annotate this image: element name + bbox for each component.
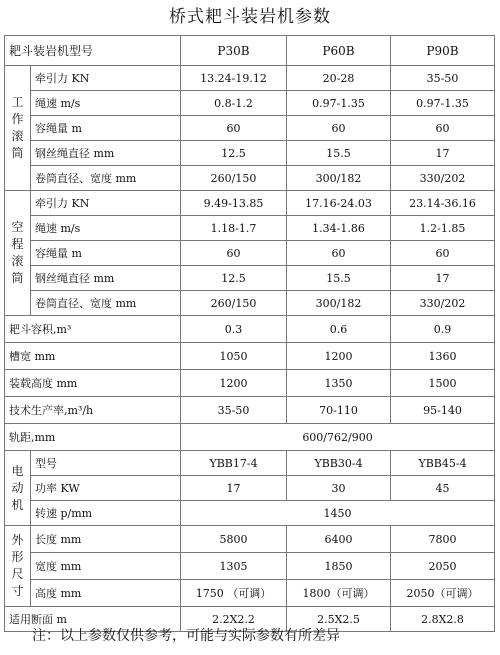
cell: 1450 bbox=[181, 501, 495, 526]
table-row bbox=[5, 291, 495, 316]
cell: 45 bbox=[391, 476, 495, 501]
cell: 60 bbox=[181, 116, 287, 141]
cell: 23.14-36.16 bbox=[391, 191, 495, 216]
table-row bbox=[5, 451, 495, 476]
cell: 17 bbox=[391, 266, 495, 291]
table-row bbox=[5, 316, 495, 343]
cell: 17 bbox=[391, 141, 495, 166]
dimensions-group: 外 形 尺 寸 bbox=[5, 526, 31, 607]
spec-table bbox=[4, 35, 495, 632]
cell: 20-28 bbox=[287, 66, 391, 91]
work-drum-group: 工 作 滚 筒 bbox=[5, 66, 31, 191]
table-row bbox=[5, 397, 495, 424]
page-title: 桥式耙斗装岩机参数 bbox=[169, 7, 331, 27]
cell: 17 bbox=[181, 476, 287, 501]
cell: 260/150 bbox=[181, 291, 287, 316]
table-row bbox=[5, 424, 495, 451]
row-label: 卷筒直径、宽度 mm bbox=[31, 166, 181, 191]
empty-drum-group: 空 程 滚 筒 bbox=[5, 191, 31, 316]
cell: 0.6 bbox=[287, 316, 391, 343]
cell: 60 bbox=[287, 116, 391, 141]
row-label: 长度 mm bbox=[31, 526, 181, 553]
table-row bbox=[5, 241, 495, 266]
cell: 12.5 bbox=[181, 266, 287, 291]
cell: 70-110 bbox=[287, 397, 391, 424]
cell: YBB30-4 bbox=[287, 451, 391, 476]
cell: 1200 bbox=[287, 343, 391, 370]
row-label: 槽宽 mm bbox=[5, 343, 181, 370]
header-label: 耙斗装岩机型号 bbox=[5, 36, 181, 66]
cell: 2.2X2.2 bbox=[181, 607, 287, 632]
cell: 1800（可调） bbox=[287, 580, 391, 607]
cell: 2.8X2.8 bbox=[391, 607, 495, 632]
row-label: 轨距,mm bbox=[5, 424, 181, 451]
row-label: 牵引力 KN bbox=[31, 191, 181, 216]
table-row bbox=[5, 343, 495, 370]
cell: 60 bbox=[181, 241, 287, 266]
table-row bbox=[5, 66, 495, 91]
table-row bbox=[5, 166, 495, 191]
cell: 13.24-19.12 bbox=[181, 66, 287, 91]
model-p30b: P30B bbox=[181, 36, 287, 66]
row-label: 转速 p/mm bbox=[31, 501, 181, 526]
row-label: 钢丝绳直径 mm bbox=[31, 141, 181, 166]
row-label: 适用断面 m bbox=[5, 607, 181, 632]
table-row bbox=[5, 266, 495, 291]
cell: 5800 bbox=[181, 526, 287, 553]
row-label: 宽度 mm bbox=[31, 553, 181, 580]
cell: 35-50 bbox=[391, 66, 495, 91]
cell: 330/202 bbox=[391, 166, 495, 191]
row-label: 型号 bbox=[31, 451, 181, 476]
cell: 1.18-1.7 bbox=[181, 216, 287, 241]
table-row bbox=[5, 191, 495, 216]
cell: 1305 bbox=[181, 553, 287, 580]
cell: 1750 （可调） bbox=[181, 580, 287, 607]
cell: 2050 bbox=[391, 553, 495, 580]
cell: 60 bbox=[391, 241, 495, 266]
row-label: 容绳量 m bbox=[31, 241, 181, 266]
cell: 1.2-1.85 bbox=[391, 216, 495, 241]
row-label: 绳速 m/s bbox=[31, 216, 181, 241]
cell: 60 bbox=[287, 241, 391, 266]
cell: 1.34-1.86 bbox=[287, 216, 391, 241]
cell: 600/762/900 bbox=[181, 424, 495, 451]
cell: 0.3 bbox=[181, 316, 287, 343]
cell: 260/150 bbox=[181, 166, 287, 191]
cell: 12.5 bbox=[181, 141, 287, 166]
cell: 300/182 bbox=[287, 291, 391, 316]
cell: 0.97-1.35 bbox=[287, 91, 391, 116]
row-label: 绳速 m/s bbox=[31, 91, 181, 116]
cell: 30 bbox=[287, 476, 391, 501]
table-row bbox=[5, 141, 495, 166]
table-row bbox=[5, 370, 495, 397]
row-label: 牵引力 KN bbox=[31, 66, 181, 91]
cell: 1350 bbox=[287, 370, 391, 397]
row-label: 钢丝绳直径 mm bbox=[31, 266, 181, 291]
row-label: 容绳量 m bbox=[31, 116, 181, 141]
table-row bbox=[5, 476, 495, 501]
cell: 7800 bbox=[391, 526, 495, 553]
row-label: 装载高度 mm bbox=[5, 370, 181, 397]
cell: 15.5 bbox=[287, 266, 391, 291]
table-row bbox=[5, 501, 495, 526]
cell: 0.8-1.2 bbox=[181, 91, 287, 116]
cell: 17.16-24.03 bbox=[287, 191, 391, 216]
cell: 15.5 bbox=[287, 141, 391, 166]
cell: 1200 bbox=[181, 370, 287, 397]
cell: 2050（可调） bbox=[391, 580, 495, 607]
table-row bbox=[5, 553, 495, 580]
table-row bbox=[5, 116, 495, 141]
row-label: 功率 KW bbox=[31, 476, 181, 501]
cell: 0.97-1.35 bbox=[391, 91, 495, 116]
cell: 1360 bbox=[391, 343, 495, 370]
cell: 330/202 bbox=[391, 291, 495, 316]
model-p60b: P60B bbox=[287, 36, 391, 66]
cell: 0.9 bbox=[391, 316, 495, 343]
cell: 6400 bbox=[287, 526, 391, 553]
cell: 35-50 bbox=[181, 397, 287, 424]
cell: YBB17-4 bbox=[181, 451, 287, 476]
cell: 2.5X2.5 bbox=[287, 607, 391, 632]
motor-group: 电 动 机 bbox=[5, 451, 31, 526]
row-label: 耙斗容积,m³ bbox=[5, 316, 181, 343]
cell: 60 bbox=[391, 116, 495, 141]
table-row bbox=[5, 91, 495, 116]
row-label: 卷筒直径、宽度 mm bbox=[31, 291, 181, 316]
cell: 1500 bbox=[391, 370, 495, 397]
row-label: 技术生产率,m³/h bbox=[5, 397, 181, 424]
row-label: 高度 mm bbox=[31, 580, 181, 607]
cell: 1050 bbox=[181, 343, 287, 370]
footnote: 注：以上参数仅供参考，可能与实际参数有所差异 bbox=[32, 628, 340, 644]
cell: 300/182 bbox=[287, 166, 391, 191]
model-p90b: P90B bbox=[391, 36, 495, 66]
table-row bbox=[5, 526, 495, 553]
table-row bbox=[5, 580, 495, 607]
cell: YBB45-4 bbox=[391, 451, 495, 476]
cell: 95-140 bbox=[391, 397, 495, 424]
cell: 1850 bbox=[287, 553, 391, 580]
header-row bbox=[5, 36, 495, 66]
cell: 9.49-13.85 bbox=[181, 191, 287, 216]
table-row bbox=[5, 216, 495, 241]
